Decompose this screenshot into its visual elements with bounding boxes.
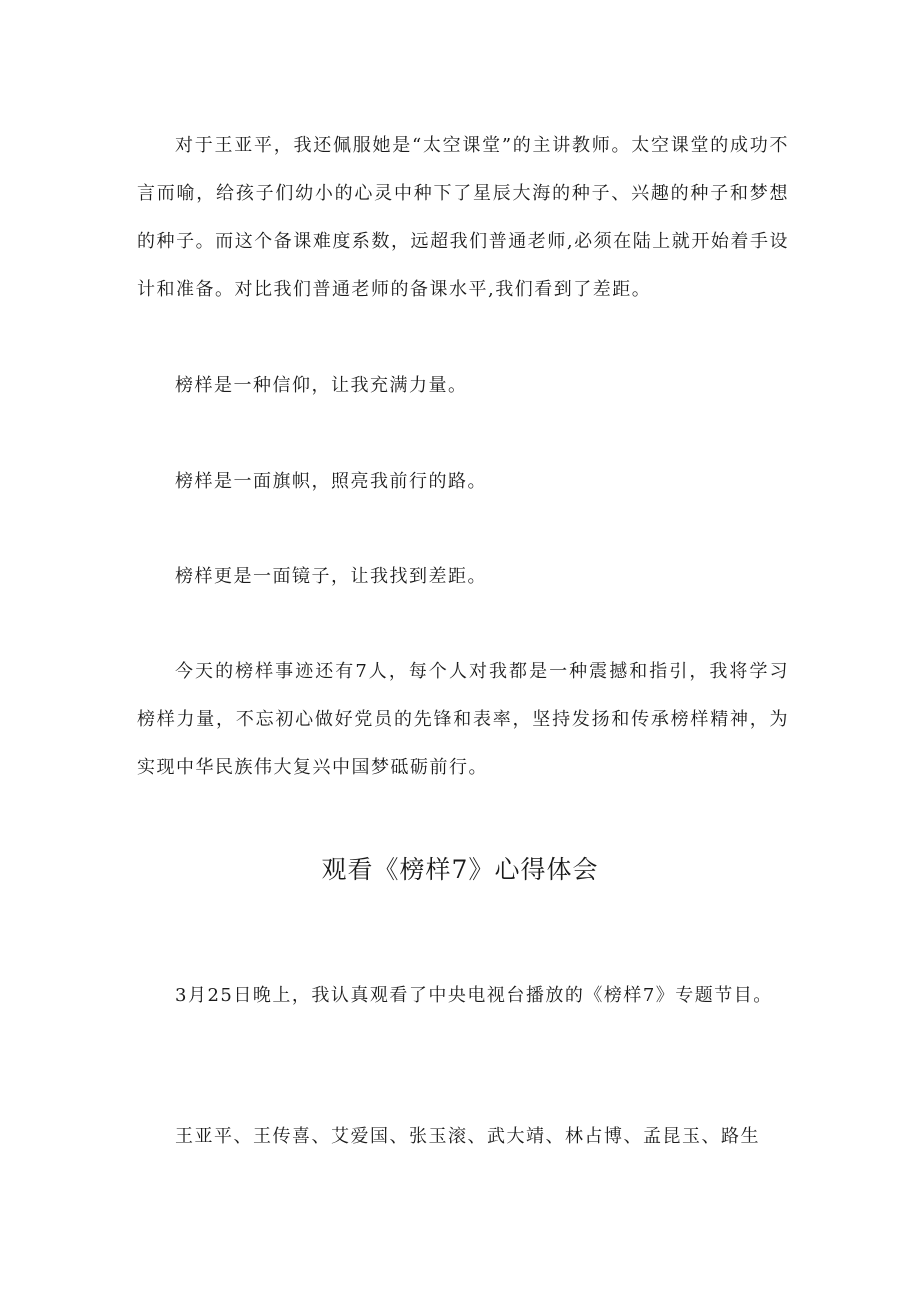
paragraph-conclusion: 今天的榜样事迹还有7人，每个人对我都是一种震撼和指引，我将学习榜样力量，不忘初心做好党员的先锋和表率，坚持发扬和传承榜样精神，为实现中华民族伟大复兴中国梦砥砺前行。	[137, 661, 789, 778]
paragraph-names-list: 王亚平、王传喜、艾爱国、张玉滚、武大靖、林占博、孟昆玉、路生	[175, 1126, 760, 1147]
paragraph-wang-yaping-space-class: 对于王亚平，我还佩服她是“太空课堂”的主讲教师。太空课堂的成功不言而喻，给孩子们幼小的心灵中种下了星辰大海的种子、兴趣的种子和梦想的种子。而这个备课难度系数，远超我们普通老师,必须在陆上就开始着手设计和准备。对比我们普通老师的备课水平,我们看到了差距。	[137, 135, 789, 300]
paragraph-viewing-date: 3月25日晚上，我认真观看了中央电视台播放的《榜样7》专题节目。	[175, 985, 773, 1006]
paragraph-role-model-faith: 榜样是一种信仰，让我充满力量。	[175, 375, 468, 396]
section-title: 观看《榜样7》心得体会	[321, 855, 599, 884]
paragraph-role-model-mirror: 榜样更是一面镜子，让我找到差距。	[175, 566, 487, 587]
paragraph-role-model-banner: 榜样是一面旗帜，照亮我前行的路。	[175, 471, 487, 492]
